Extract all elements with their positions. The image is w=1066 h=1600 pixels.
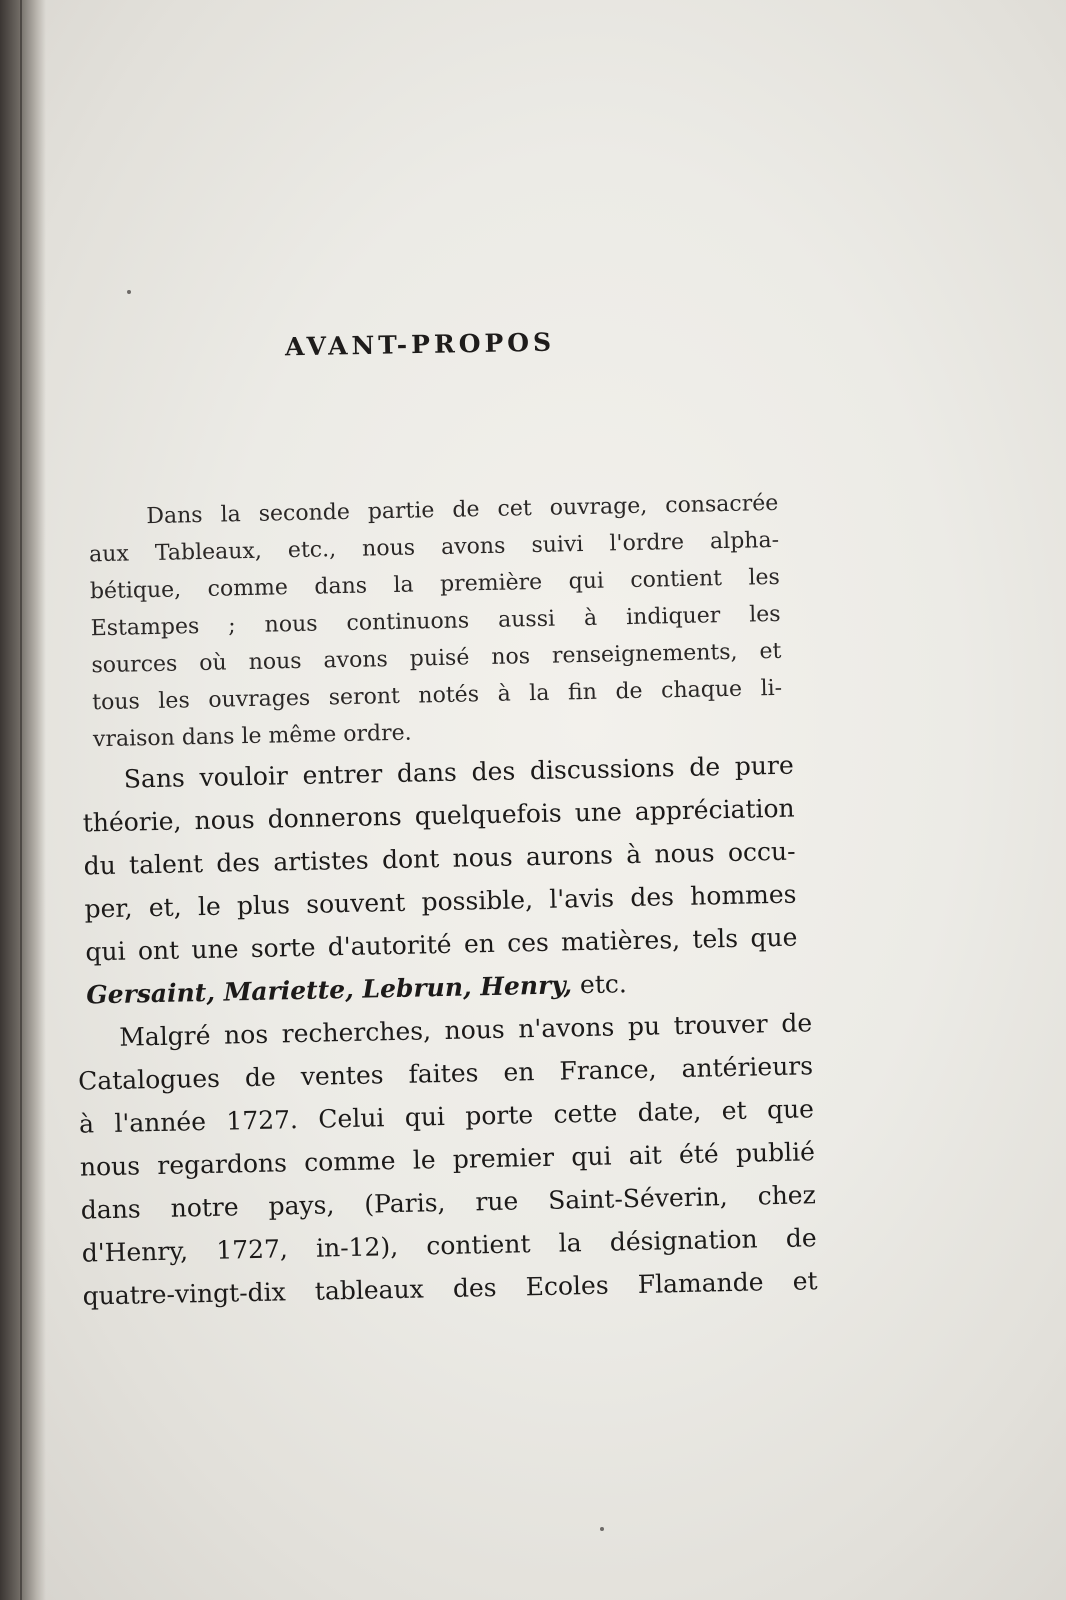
text-line: sources où nous avons puisé nos renseignements, et bbox=[91, 638, 782, 679]
text-line: aux Tableaux, etc., nous avons suivi l'ordre alpha- bbox=[88, 527, 780, 568]
text-line: quatre-vingt-dix tableaux des Ecoles Flamande et bbox=[82, 1266, 818, 1311]
text-line: Dans la seconde partie de cet ouvrage, consacrée bbox=[146, 490, 779, 530]
paper-speck bbox=[600, 1527, 604, 1531]
text-line: à l'année 1727. Celui qui porte cette date, et que bbox=[78, 1094, 815, 1139]
text-line: bétique, comme dans la première qui contient les bbox=[89, 564, 781, 605]
text-line: qui ont une sorte d'autorité en ces matières, tels que bbox=[85, 922, 798, 967]
text-line: Malgré nos recherches, nous n'avons pu trouver de bbox=[118, 1008, 813, 1052]
text-line: théorie, nous donnerons quelquefois une appréciation bbox=[82, 793, 795, 838]
text-line: Catalogues de ventes faites en France, antérieurs bbox=[77, 1051, 814, 1096]
artist-names: Gersaint, Mariette, Lebrun, Henry, bbox=[86, 970, 573, 1010]
text-line: Estampes ; nous continuons aussi à indiquer les bbox=[90, 601, 781, 642]
text-line: tous les ouvrages seront notés à la fin de chaque li- bbox=[91, 675, 783, 716]
paragraph-1 bbox=[88, 485, 783, 758]
text-line: Sans vouloir entrer dans des discussions de pure bbox=[123, 750, 795, 794]
page-title: AVANT-PROPOS bbox=[284, 327, 556, 362]
page-gutter bbox=[0, 0, 46, 1600]
text-line: dans notre pays, (Paris, rue Saint-Séverin, chez bbox=[80, 1180, 817, 1225]
paragraph-2 bbox=[81, 744, 798, 1017]
paper-speck bbox=[127, 290, 131, 294]
paragraph-3 bbox=[77, 1001, 818, 1317]
page-edge-line bbox=[20, 0, 22, 1600]
text-line-tail: etc. bbox=[571, 969, 628, 1000]
text-line: nous regardons comme le premier qui ait été publié bbox=[79, 1137, 816, 1182]
text-line: d'Henry, 1727, in-12), contient la désignation de bbox=[81, 1223, 817, 1268]
text-line: vraison dans le même ordre. bbox=[92, 720, 412, 753]
text-line: per, et, le plus souvent possible, l'avis des hommes bbox=[84, 879, 797, 924]
body-text bbox=[56, 484, 833, 1318]
text-line: du talent des artistes dont nous aurons à nous occu- bbox=[83, 836, 796, 881]
